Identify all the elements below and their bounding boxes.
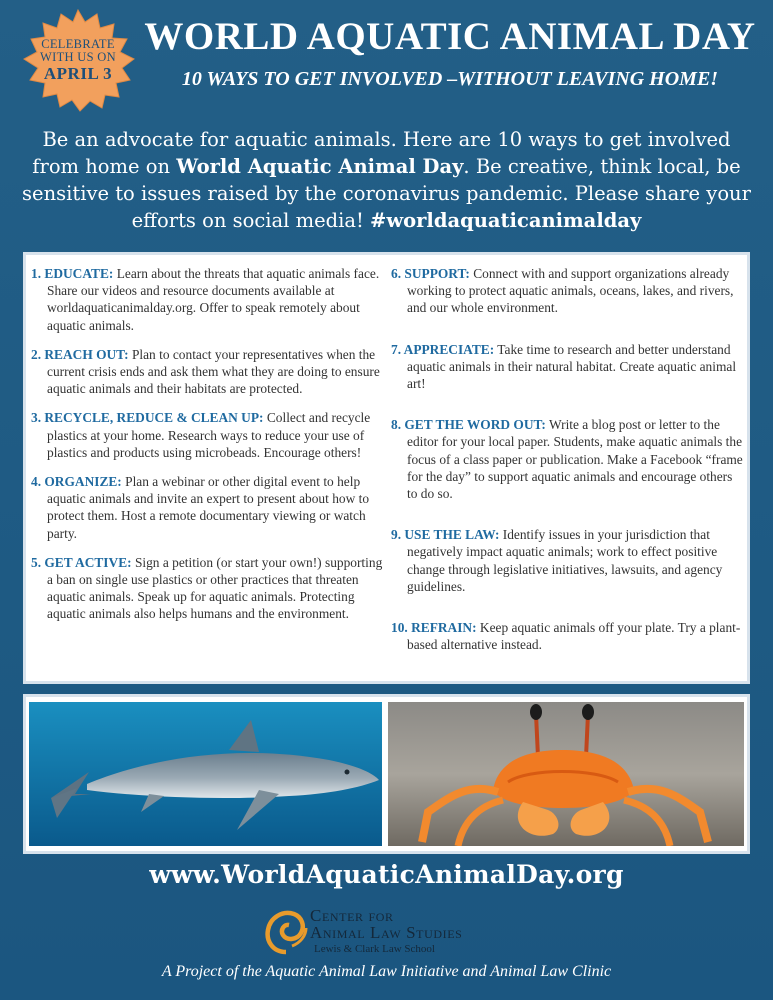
list-item	[31, 346, 383, 398]
list-item	[31, 473, 383, 542]
item-text: Plan to contact your representatives when the current crisis ends and ask them what they are doing to ensure aquatic animals and their habitats are protected.	[47, 346, 380, 397]
item-text: Write a blog post or letter to the editor for your local paper. Students, make aquatic animals the focus of a class paper or publication. Make a Facebook “frame for the day” to support aquatic animals and encourage others to do so.	[407, 417, 743, 502]
shark-photo	[29, 702, 382, 846]
list-item	[391, 341, 746, 393]
celebrate-badge	[18, 8, 138, 112]
item-text: Identify issues in your jurisdiction that negatively impact aquatic animals; work to effect positive change through legislative initiatives, lawsuits, and agency guidelines.	[407, 527, 723, 594]
item-text: Collect and recycle plastics at your home. Research ways to reduce your use of plastics and products using microbeads. Encourage others!	[47, 410, 371, 460]
item-text: Plan a webinar or other digital event to help aquatic animals and invite an expert to present about how to protect them. Host a remote documentary viewing or watch party.	[47, 474, 370, 541]
logo-line-center: Center for	[310, 906, 394, 925]
footer-text: A Project of the Aquatic Animal Law Initiative and Animal Law Clinic	[161, 963, 612, 980]
ways-panel	[23, 252, 750, 684]
item-label: 7. APPRECIATE:	[391, 341, 495, 357]
list-item	[31, 409, 383, 461]
list-item	[391, 265, 746, 317]
crab-photo	[388, 702, 744, 846]
badge-date: APRIL 3	[43, 64, 113, 83]
badge-line-with-us: WITH US ON	[40, 50, 116, 64]
item-label: 1. EDUCATE:	[31, 266, 114, 281]
logo-line-animal-law: Animal Law Studies	[310, 923, 463, 942]
page-title: WORLD AQUATIC ANIMAL DAY	[144, 15, 756, 58]
swirl-logo-icon	[264, 906, 308, 956]
list-item	[31, 265, 383, 334]
page-subtitle: 10 WAYS TO GET INVOLVED –WITHOUT LEAVING HOME!	[181, 68, 719, 90]
hashtag: #worldaquaticanimalday	[370, 209, 642, 232]
intro-text-2: . Be creative, think local, be sensitive to issues raised by the coronavirus pandemic. Please share your efforts on social media!	[22, 155, 751, 232]
item-label: 4. ORGANIZE:	[31, 474, 122, 490]
item-text: Keep aquatic animals off your plate. Try a plant-based alternative instead.	[407, 620, 741, 653]
item-label: 2. REACH OUT:	[31, 346, 129, 362]
item-text: Connect with and support organizations already working to protect aquatic animals, oceans, lakes, and rivers, and our whole environment.	[407, 266, 734, 316]
item-text: Take time to research and better understand aquatic animals in their natural habitat. Create aquatic animal art!	[407, 341, 737, 392]
website-url[interactable]: www.WorldAquaticAnimalDay.org	[149, 860, 624, 889]
logo-line-school: Lewis & Clark Law School	[314, 943, 435, 955]
item-label: 8. GET THE WORD OUT:	[391, 417, 546, 433]
item-label: 5. GET ACTIVE:	[31, 554, 132, 570]
list-item	[391, 416, 746, 502]
item-label: 9. USE THE LAW:	[391, 527, 500, 543]
item-label: 6. SUPPORT:	[391, 266, 470, 281]
item-label: 10. REFRAIN:	[391, 620, 477, 636]
badge-line-celebrate: CELEBRATE	[41, 37, 115, 51]
list-item	[391, 526, 746, 595]
item-label: 3. RECYCLE, REDUCE & CLEAN UP:	[31, 410, 264, 426]
item-text: Sign a petition (or start your own!) supporting a ban on single use plastics or other practices that threaten aquatic animals. Speak up for aquatic animals. Protecting aquatic animals also helps humans and the environment.	[47, 554, 383, 622]
intro-text-1: Be an advocate for aquatic animals. Here are 10 ways to get involved from home on	[32, 128, 731, 178]
photo-strip	[23, 694, 750, 854]
list-item	[31, 554, 383, 623]
ways-column-left	[31, 265, 383, 635]
center-logo	[264, 906, 524, 958]
intro-paragraph	[20, 126, 753, 234]
list-item	[391, 619, 746, 653]
ways-column-right	[391, 265, 746, 665]
item-text: Learn about the threats that aquatic animals face. Share our videos and resource documents available at worldaquaticanimalday.org. Offer to speak remotely about aquatic animals.	[47, 266, 380, 333]
intro-bold: World Aquatic Animal Day	[176, 155, 464, 178]
